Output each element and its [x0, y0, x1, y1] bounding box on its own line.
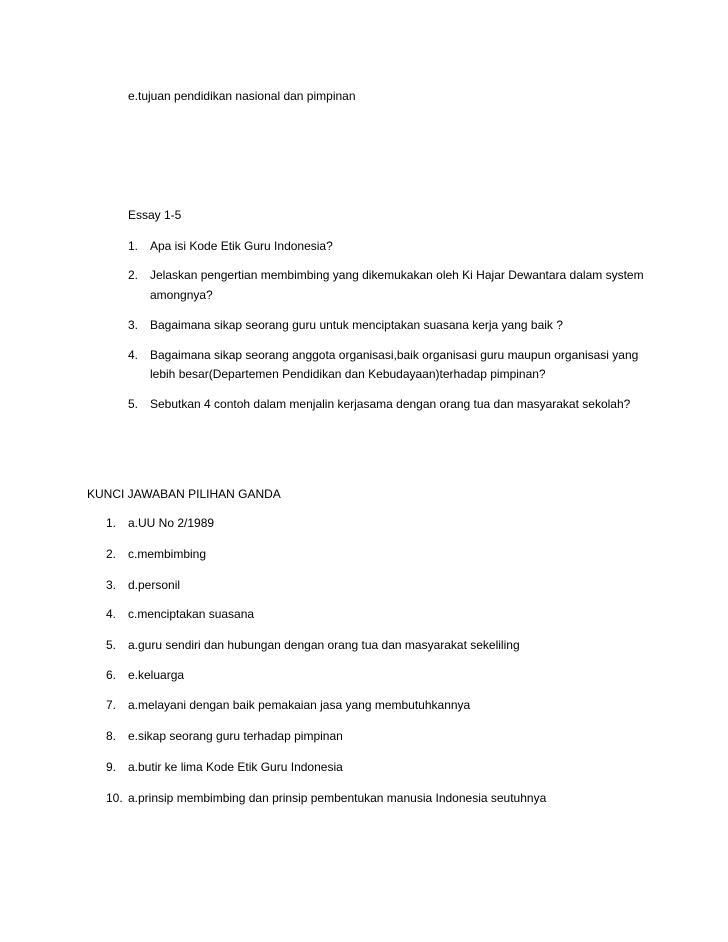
answer-item-text: c.menciptakan suasana: [128, 607, 255, 621]
essay-item-text-continued: lebih besar(Departemen Pendidikan dan Kebudayaan)terhadap pimpinan?: [150, 367, 546, 381]
answer-item-number: 5.: [106, 638, 117, 652]
essay-heading: Essay 1-5: [128, 208, 182, 222]
essay-item-number: 3.: [128, 318, 139, 332]
answer-item-number: 9.: [106, 760, 117, 774]
essay-item-number: 1.: [128, 239, 139, 253]
answer-item-number: 3.: [106, 578, 117, 592]
answer-item-text: e.keluarga: [128, 668, 185, 682]
answer-key-heading: KUNCI JAWABAN PILIHAN GANDA: [87, 487, 281, 501]
essay-item-text: Bagaimana sikap seorang anggota organisasi,baik organisasi guru maupun organisasi yang: [150, 348, 639, 362]
answer-item-text: a.guru sendiri dan hubungan dengan orang tua dan masyarakat sekeliling: [128, 638, 520, 652]
essay-item-number: 4.: [128, 348, 139, 362]
answer-item-text: e.sikap seorang guru terhadap pimpinan: [128, 729, 343, 743]
answer-item-number: 2.: [106, 547, 117, 561]
essay-item-text-continued: amongnya?: [150, 288, 213, 302]
answer-item-number: 7.: [106, 698, 117, 712]
essay-item-number: 2.: [128, 268, 139, 282]
answer-item-number: 1.: [106, 516, 117, 530]
answer-item-text: a.melayani dengan baik pemakaian jasa yang membutuhkannya: [128, 698, 471, 712]
answer-item-text: a.butir ke lima Kode Etik Guru Indonesia: [128, 760, 343, 774]
answer-item-number: 6.: [106, 668, 117, 682]
answer-item-number: 4.: [106, 607, 117, 621]
essay-item-number: 5.: [128, 397, 139, 411]
answer-item-text: c.membimbing: [128, 547, 207, 561]
answer-item-text: a.prinsip membimbing dan prinsip pembentukan manusia Indonesia seutuhnya: [128, 791, 547, 805]
answer-item-text: a.UU No 2/1989: [128, 516, 215, 530]
essay-item-text: Jelaskan pengertian membimbing yang dikemukakan oleh Ki Hajar Dewantara dalam system: [150, 268, 644, 282]
essay-item-text: Apa isi Kode Etik Guru Indonesia?: [150, 239, 333, 253]
answer-item-number: 10.: [106, 791, 123, 805]
essay-item-text: Bagaimana sikap seorang guru untuk menciptakan suasana kerja yang baik ?: [150, 318, 563, 332]
answer-item-number: 8.: [106, 729, 117, 743]
essay-item-text: Sebutkan 4 contoh dalam menjalin kerjasama dengan orang tua dan masyarakat sekolah?: [150, 397, 631, 411]
answer-item-text: d.personil: [128, 578, 181, 592]
option-e-text: e.tujuan pendidikan nasional dan pimpinan: [128, 89, 356, 103]
